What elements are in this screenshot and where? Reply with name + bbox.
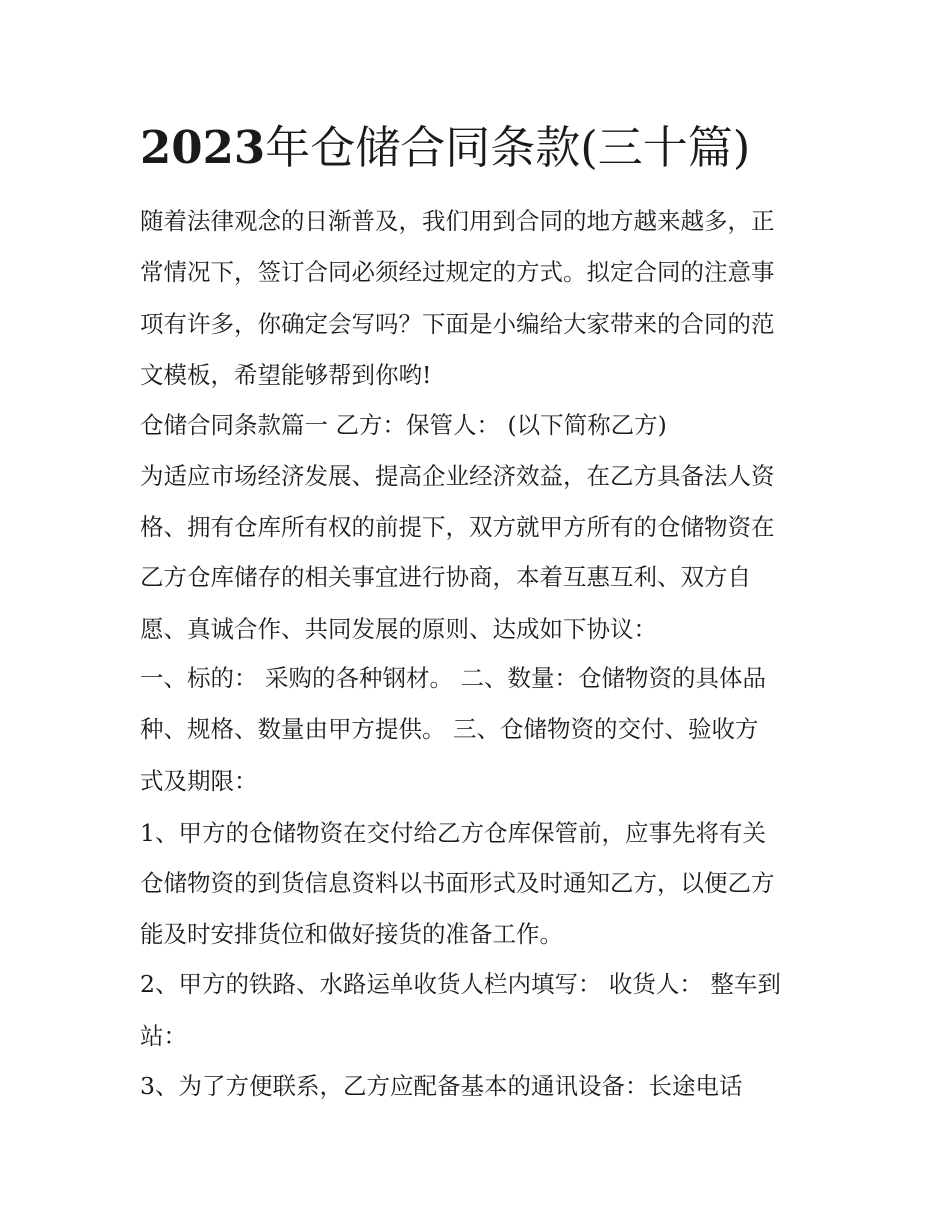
document-title [140,118,840,178]
paragraph-line: 一、标的： 采购的各种钢材。 二、数量：仓储物资的具体品 [140,664,766,692]
paragraph-line: 乙方仓库储存的相关事宜进行协商，本着互惠互利、双方自 [140,563,751,591]
paragraph-line: 2、甲方的铁路、水路运单收货人栏内填写： 收货人： 整车到 [140,970,781,998]
title-text: 年仓储合同条款(三十篇) [265,121,751,174]
paragraph-line: 站： [140,1022,187,1050]
paragraph-line: 愿、真诚合作、共同发展的原则、达成如下协议： [140,615,657,643]
paragraph-line: 项有许多，你确定会写吗？下面是小编给大家带来的合同的范 [140,310,775,338]
paragraph-line: 3、为了方便联系，乙方应配备基本的通讯设备：长途电话 [140,1072,743,1100]
paragraph-line: 仓储合同条款篇一 乙方：保管人： (以下简称乙方) [140,411,667,439]
paragraph-line: 常情况下，签订合同必须经过规定的方式。拟定合同的注意事 [140,258,775,286]
title-year: 2023 [140,121,266,174]
paragraph-line: 格、拥有仓库所有权的前提下，双方就甲方所有的仓储物资在 [140,513,775,541]
paragraph-line: 文模板，希望能够帮到你哟! [140,361,432,389]
paragraph-line: 随着法律观念的日渐普及，我们用到合同的地方越来越多，正 [140,207,775,235]
paragraph-line: 能及时安排货位和做好接货的准备工作。 [140,920,563,948]
paragraph-line: 仓储物资的到货信息资料以书面形式及时通知乙方，以便乙方 [140,869,775,897]
paragraph-line: 种、规格、数量由甲方提供。 三、仓储物资的交付、验收方 [140,715,759,743]
paragraph-line: 1、甲方的仓储物资在交付给乙方仓库保管前，应事先将有关 [140,819,766,847]
paragraph-line: 式及期限： [140,767,258,795]
paragraph-line: 为适应市场经济发展、提高企业经济效益，在乙方具备法人资 [140,462,775,490]
